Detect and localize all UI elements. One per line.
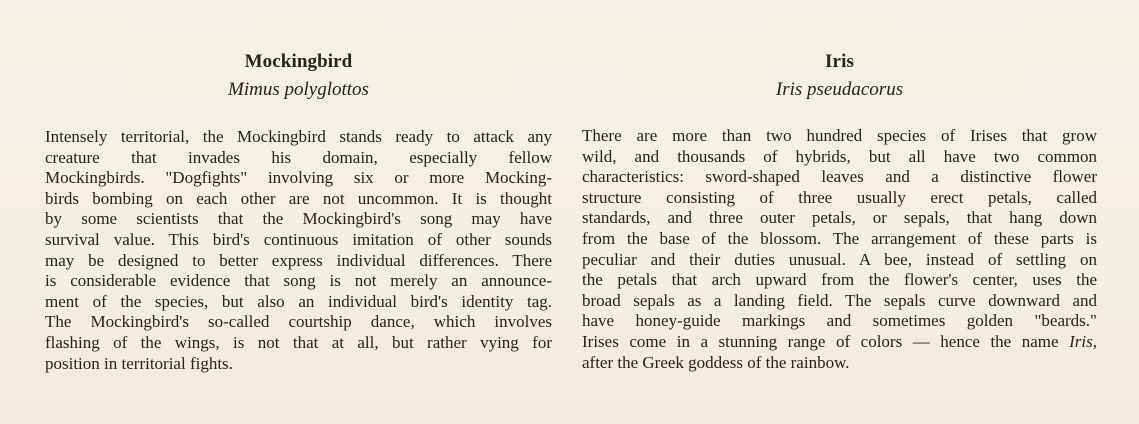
text-line: creature that invades his domain, especially fellow — [45, 147, 552, 167]
text-line: characteristics: sword-shaped leaves and a distinctive flower — [582, 167, 1097, 187]
text-line: have honey-guide markings and sometimes golden "beards." — [582, 311, 1097, 331]
italic-genus-name: Iris, — [1069, 331, 1097, 351]
text-line: may be designed to better express individual differences. There — [45, 250, 552, 270]
text-line: flashing of the wings, is not that at all, but rather vying for — [45, 332, 552, 352]
text-line: There are more than two hundred species of Irises that grow — [582, 126, 1097, 145]
mockingbird-heading — [45, 50, 552, 102]
mockingbird-title: Mockingbird — [244, 51, 353, 72]
text-line: standards, and three outer petals, or sepals, that hang down — [582, 208, 1097, 228]
mockingbird-scientific-name: Mimus polyglottos — [228, 79, 369, 100]
text-run: Irises come in a stunning range of colors — hence the name — [582, 331, 1070, 351]
text-line: by some scientists that the Mockingbird's song may have — [45, 209, 552, 229]
text-line: after the Greek goddess of the rainbow. — [582, 352, 850, 372]
iris-section — [582, 50, 1097, 373]
text-line: ment of the species, but also an individual bird's identity tag. — [45, 291, 552, 311]
text-line: broad sepals as a landing field. The sepals curve downward and — [582, 290, 1097, 310]
iris-title: Iris — [825, 51, 854, 72]
iris-scientific-name: Iris pseudacorus — [775, 79, 904, 100]
text-line: wild, and thousands of hybrids, but all have two common — [582, 146, 1097, 166]
iris-heading — [582, 50, 1097, 102]
text-line: the petals that arch upward from the flower's center, uses the — [582, 270, 1097, 290]
text-line: The Mockingbird's so-called courtship dance, which involves — [45, 312, 552, 332]
mockingbird-paragraph — [45, 127, 552, 374]
iris-paragraph — [582, 126, 1097, 373]
text-line: Mockingbirds. "Dogfights" involving six or more Mocking- — [45, 168, 552, 188]
text-line: from the base of the blossom. The arrangement of these parts is — [582, 228, 1097, 248]
text-line: position in territorial fights. — [45, 353, 233, 373]
mockingbird-section — [45, 50, 552, 374]
text-line: birds bombing on each other are not uncommon. It is thought — [45, 188, 552, 208]
text-line: is considerable evidence that song is not merely an announce- — [45, 271, 552, 291]
text-line: Intensely territorial, the Mockingbird stands ready to attack any — [45, 127, 552, 146]
text-line: survival value. This bird's continuous imitation of other sounds — [45, 229, 552, 249]
text-line — [582, 332, 1097, 353]
text-line: peculiar and their duties unusual. A bee, instead of settling on — [582, 249, 1097, 269]
text-line: structure consisting of three usually erect petals, called — [582, 187, 1097, 207]
